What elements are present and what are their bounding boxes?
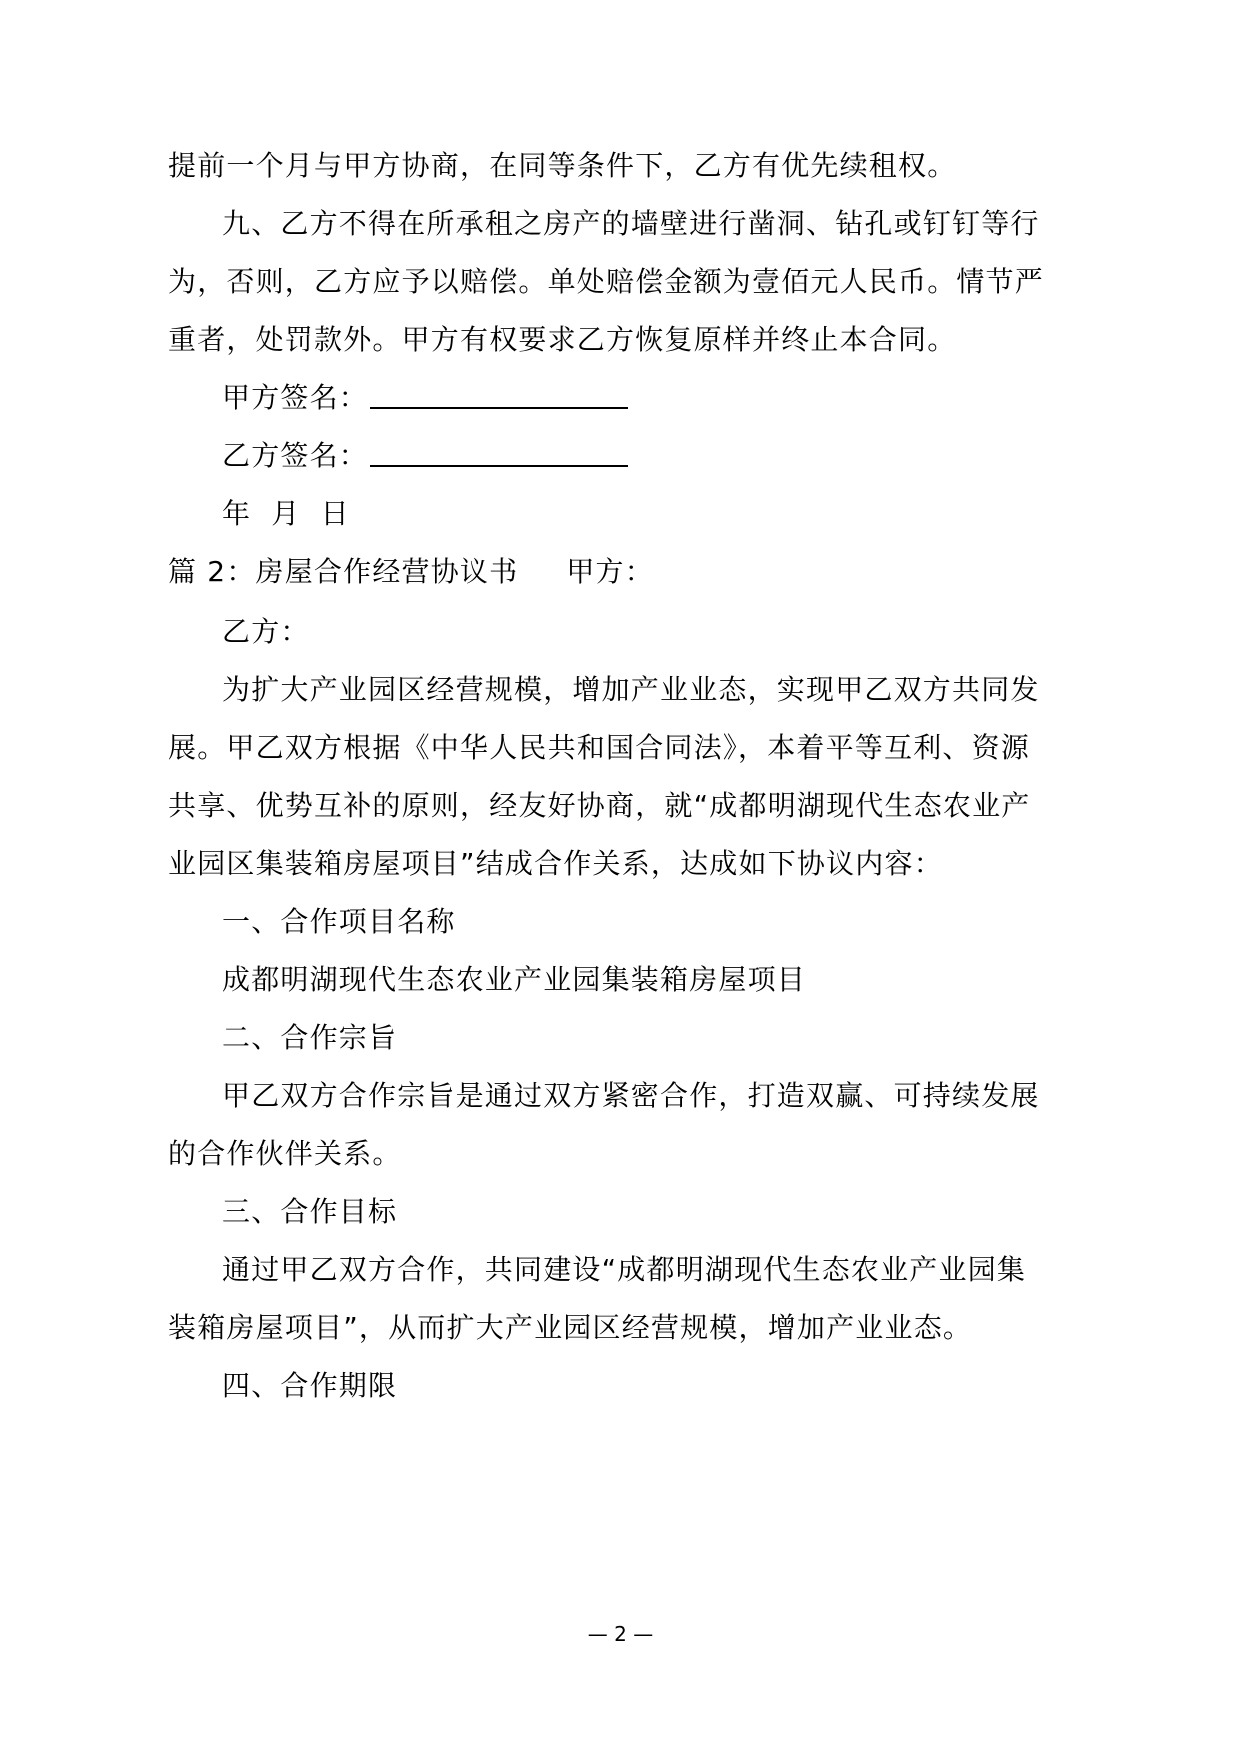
party-b-signature-label: 乙方签名： [222, 439, 369, 472]
paragraph-line: 业园区集装箱房屋项目”结成合作关系，达成如下协议内容： [168, 847, 943, 880]
paragraph-line: 九、乙方不得在所承租之房产的墙壁进行凿洞、钻孔或钉钉等行 [222, 207, 1040, 240]
paragraph-line: 展。甲乙双方根据《中华人民共和国合同法》，本着平等互利、资源 [168, 731, 1031, 764]
paragraph-line: 重者，处罚款外。甲方有权要求乙方恢复原样并终止本合同。 [168, 323, 957, 356]
section-title: 篇 2：房屋合作经营协议书 [168, 555, 519, 588]
paragraph-line: 甲乙双方合作宗旨是通过双方紧密合作，打造双赢、可持续发展 [222, 1079, 1040, 1112]
paragraph-line: 提前一个月与甲方协商，在同等条件下，乙方有优先续租权。 [168, 149, 957, 182]
party-a-field: 甲方： [566, 555, 654, 588]
clause-heading: 二、合作宗旨 [222, 1021, 398, 1054]
paragraph-line: 共享、优势互补的原则，经友好协商，就“成都明湖现代生态农业产 [168, 789, 1031, 822]
paragraph-line: 为扩大产业园区经营规模，增加产业业态，实现甲乙双方共同发 [222, 673, 1040, 706]
party-a-signature-label: 甲方签名： [222, 381, 369, 414]
page-number: — 2 — [587, 1622, 654, 1646]
party-b-field: 乙方： [222, 615, 310, 648]
paragraph-line: 成都明湖现代生态农业产业园集装箱房屋项目 [222, 963, 807, 996]
section-heading [168, 552, 654, 592]
paragraph-line: 为，否则，乙方应予以赔偿。单处赔偿金额为壹佰元人民币。情节严 [168, 265, 1045, 298]
paragraph-line: 装箱房屋项目”，从而扩大产业园区经营规模，增加产业业态。 [168, 1311, 973, 1344]
clause-heading: 四、合作期限 [222, 1369, 398, 1402]
clause-heading: 三、合作目标 [222, 1195, 398, 1228]
party-a-signature-line [370, 381, 628, 409]
party-b-signature [222, 436, 628, 476]
party-b-signature-line [370, 439, 628, 467]
paragraph-line: 的合作伙伴关系。 [168, 1137, 402, 1170]
paragraph-line: 通过甲乙双方合作，共同建设“成都明湖现代生态农业产业园集 [222, 1253, 1027, 1286]
party-a-signature [222, 378, 628, 418]
clause-heading: 一、合作项目名称 [222, 905, 456, 938]
date-line: 年 月 日 [222, 497, 350, 530]
